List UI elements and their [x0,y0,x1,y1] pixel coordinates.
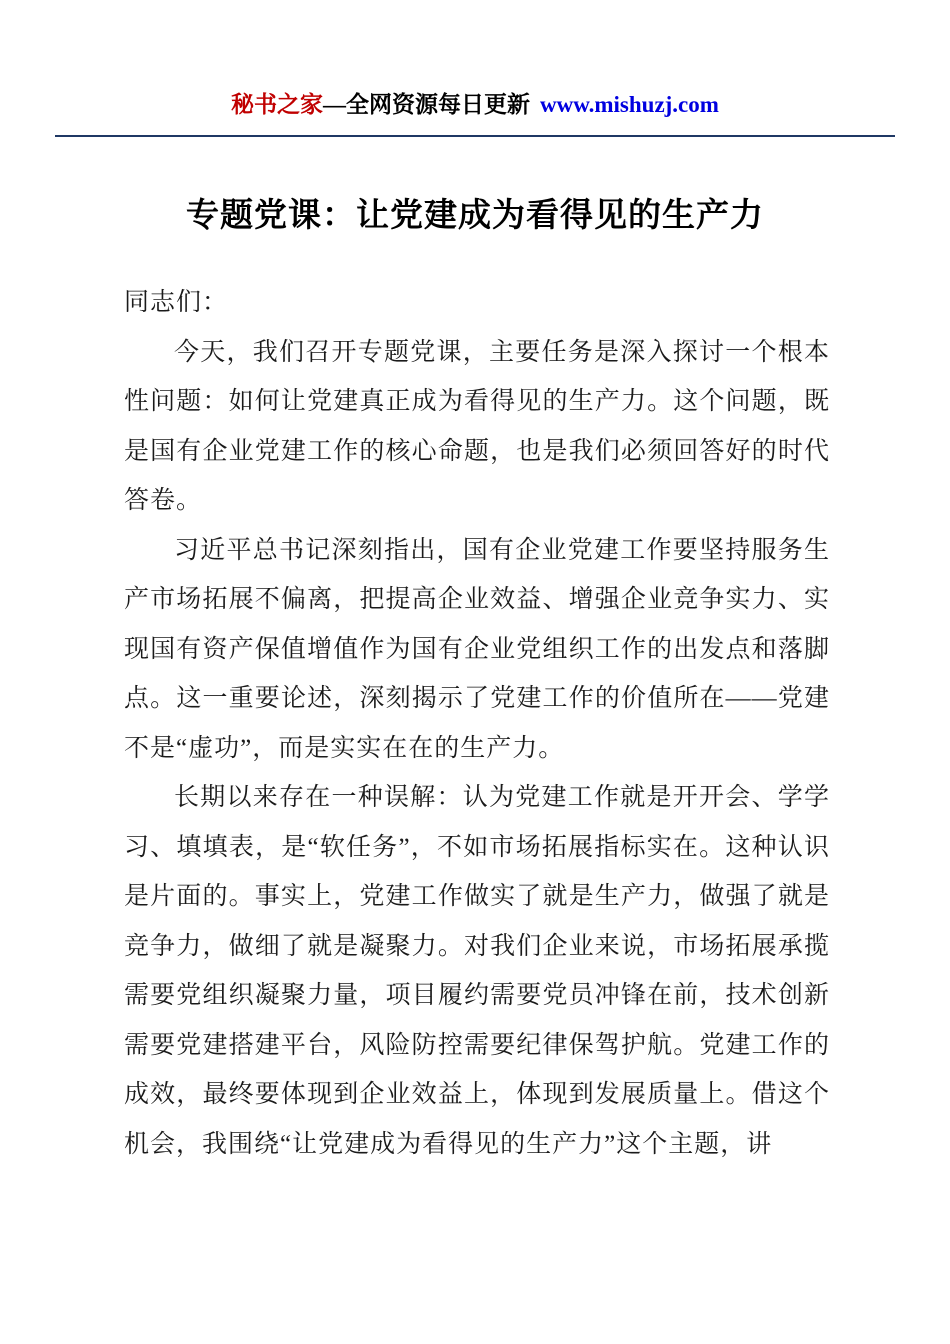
site-url-link[interactable]: www.mishuzj.com [540,92,719,117]
site-name: 秘书之家 [231,92,324,117]
site-tagline: —全网资源每日更新 [323,92,531,117]
paragraph: 习近平总书记深刻指出，国有企业党建工作要坚持服务生产市场拓展不偏离，把提高企业效益、增强企业竞争实力、实现国有资产保值增值作为国有企业党组织工作的出发点和落脚点。这一重要论述，深刻揭示了党建工作的价值所在——党建不是“虚功”，而是实实在在的生产力。 [124,536,830,762]
document-body [124,278,830,1169]
paragraph-salutation: 同志们： [124,289,229,316]
header-divider [55,135,895,137]
document-title: 专题党课：让党建成为看得见的生产力 [186,198,764,234]
paragraph: 长期以来存在一种误解：认为党建工作就是开开会、学学习、填填表，是“软任务”，不如市场拓展指标实在。这种认识是片面的。事实上，党建工作做实了就是生产力，做强了就是竞争力，做细了就是凝聚力。对我们企业来说，市场拓展承揽需要党组织凝聚力量，项目履约需要党员冲锋在前，技术创新需要党建搭建平台，风险防控需要纪律保驾护航。党建工作的成效，最终要体现到企业效益上，体现到发展质量上。借这个机会，我围绕“让党建成为看得见的生产力”这个主题，讲 [124,784,830,1158]
site-header [0,0,950,119]
paragraph: 今天，我们召开专题党课，主要任务是深入探讨一个根本性问题：如何让党建真正成为看得见的生产力。这个问题，既是国有企业党建工作的核心命题，也是我们必须回答好的时代答卷。 [124,338,830,514]
